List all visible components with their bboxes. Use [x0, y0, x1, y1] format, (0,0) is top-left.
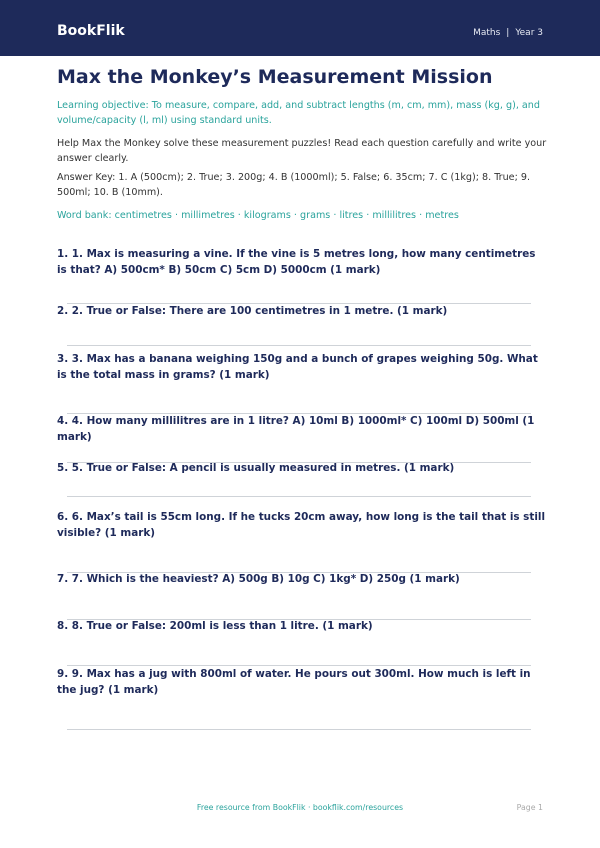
question-7: 7. 7. Which is the heaviest? A) 500g B) 10g C) 1kg* D) 250g (1 mark)	[57, 573, 460, 585]
question-3: 3. 3. Max has a banana weighing 150g and a bunch of grapes weighing 50g. What is the total mass in grams? (1 mark)	[57, 353, 538, 381]
header-bar	[0, 0, 600, 56]
learning-objective: Learning objective: To measure, compare, add, and subtract lengths (m, cm, mm), mass (kg, g), and volume/capacity (l, ml) using standard units.	[57, 100, 540, 126]
question-5: 5. 5. True or False: A pencil is usually measured in metres. (1 mark)	[57, 462, 455, 474]
brand-logo[interactable]: BookFlik	[57, 23, 125, 39]
header-meta	[473, 27, 543, 39]
question-6: 6. 6. Max’s tail is 55cm long. If he tucks 20cm away, how long is the tail that is still visible? (1 mark)	[57, 511, 546, 539]
page-title: Max the Monkey’s Measurement Mission	[57, 66, 493, 88]
answer-line-5[interactable]	[67, 496, 531, 497]
answer-key: Answer Key: 1. A (500cm); 2. True; 3. 200g; 4. B (1000ml); 5. False; 6. 35cm; 7. C (1kg); 8. True; 9. 500ml; 10. B (10mm).	[57, 172, 531, 198]
question-2: 2. 2. True or False: There are 100 centimetres in 1 metre. (1 mark)	[57, 305, 448, 317]
word-bank: Word bank: centimetres · millimetres · kilograms · grams · litres · millilitres · metres	[57, 210, 459, 221]
intro-text: Help Max the Monkey solve these measurement puzzles! Read each question carefully and write your answer clearly.	[57, 138, 547, 164]
meta-separator: |	[506, 28, 510, 38]
question-8: 8. 8. True or False: 200ml is less than 1 litre. (1 mark)	[57, 620, 373, 632]
answer-line-9[interactable]	[67, 729, 531, 730]
question-9: 9. 9. Max has a jug with 800ml of water. He pours out 300ml. How much is left in the jug? (1 mark)	[57, 668, 531, 696]
footer-source[interactable]: Free resource from BookFlik · bookflik.com/resources	[196, 803, 404, 812]
question-1: 1. 1. Max is measuring a vine. If the vine is 5 metres long, how many centimetres is that? A) 500cm* B) 50cm C) 5cm D) 5000cm (1 mark)	[57, 248, 536, 276]
answer-line-2[interactable]	[67, 345, 531, 346]
page-number: Page 1	[516, 803, 543, 812]
question-4: 4. 4. How many millilitres are in 1 litre? A) 10ml B) 1000ml* C) 100ml D) 500ml (1 mark)	[57, 415, 535, 443]
subject-label: Maths	[473, 28, 501, 38]
year-label: Year 3	[515, 28, 543, 38]
